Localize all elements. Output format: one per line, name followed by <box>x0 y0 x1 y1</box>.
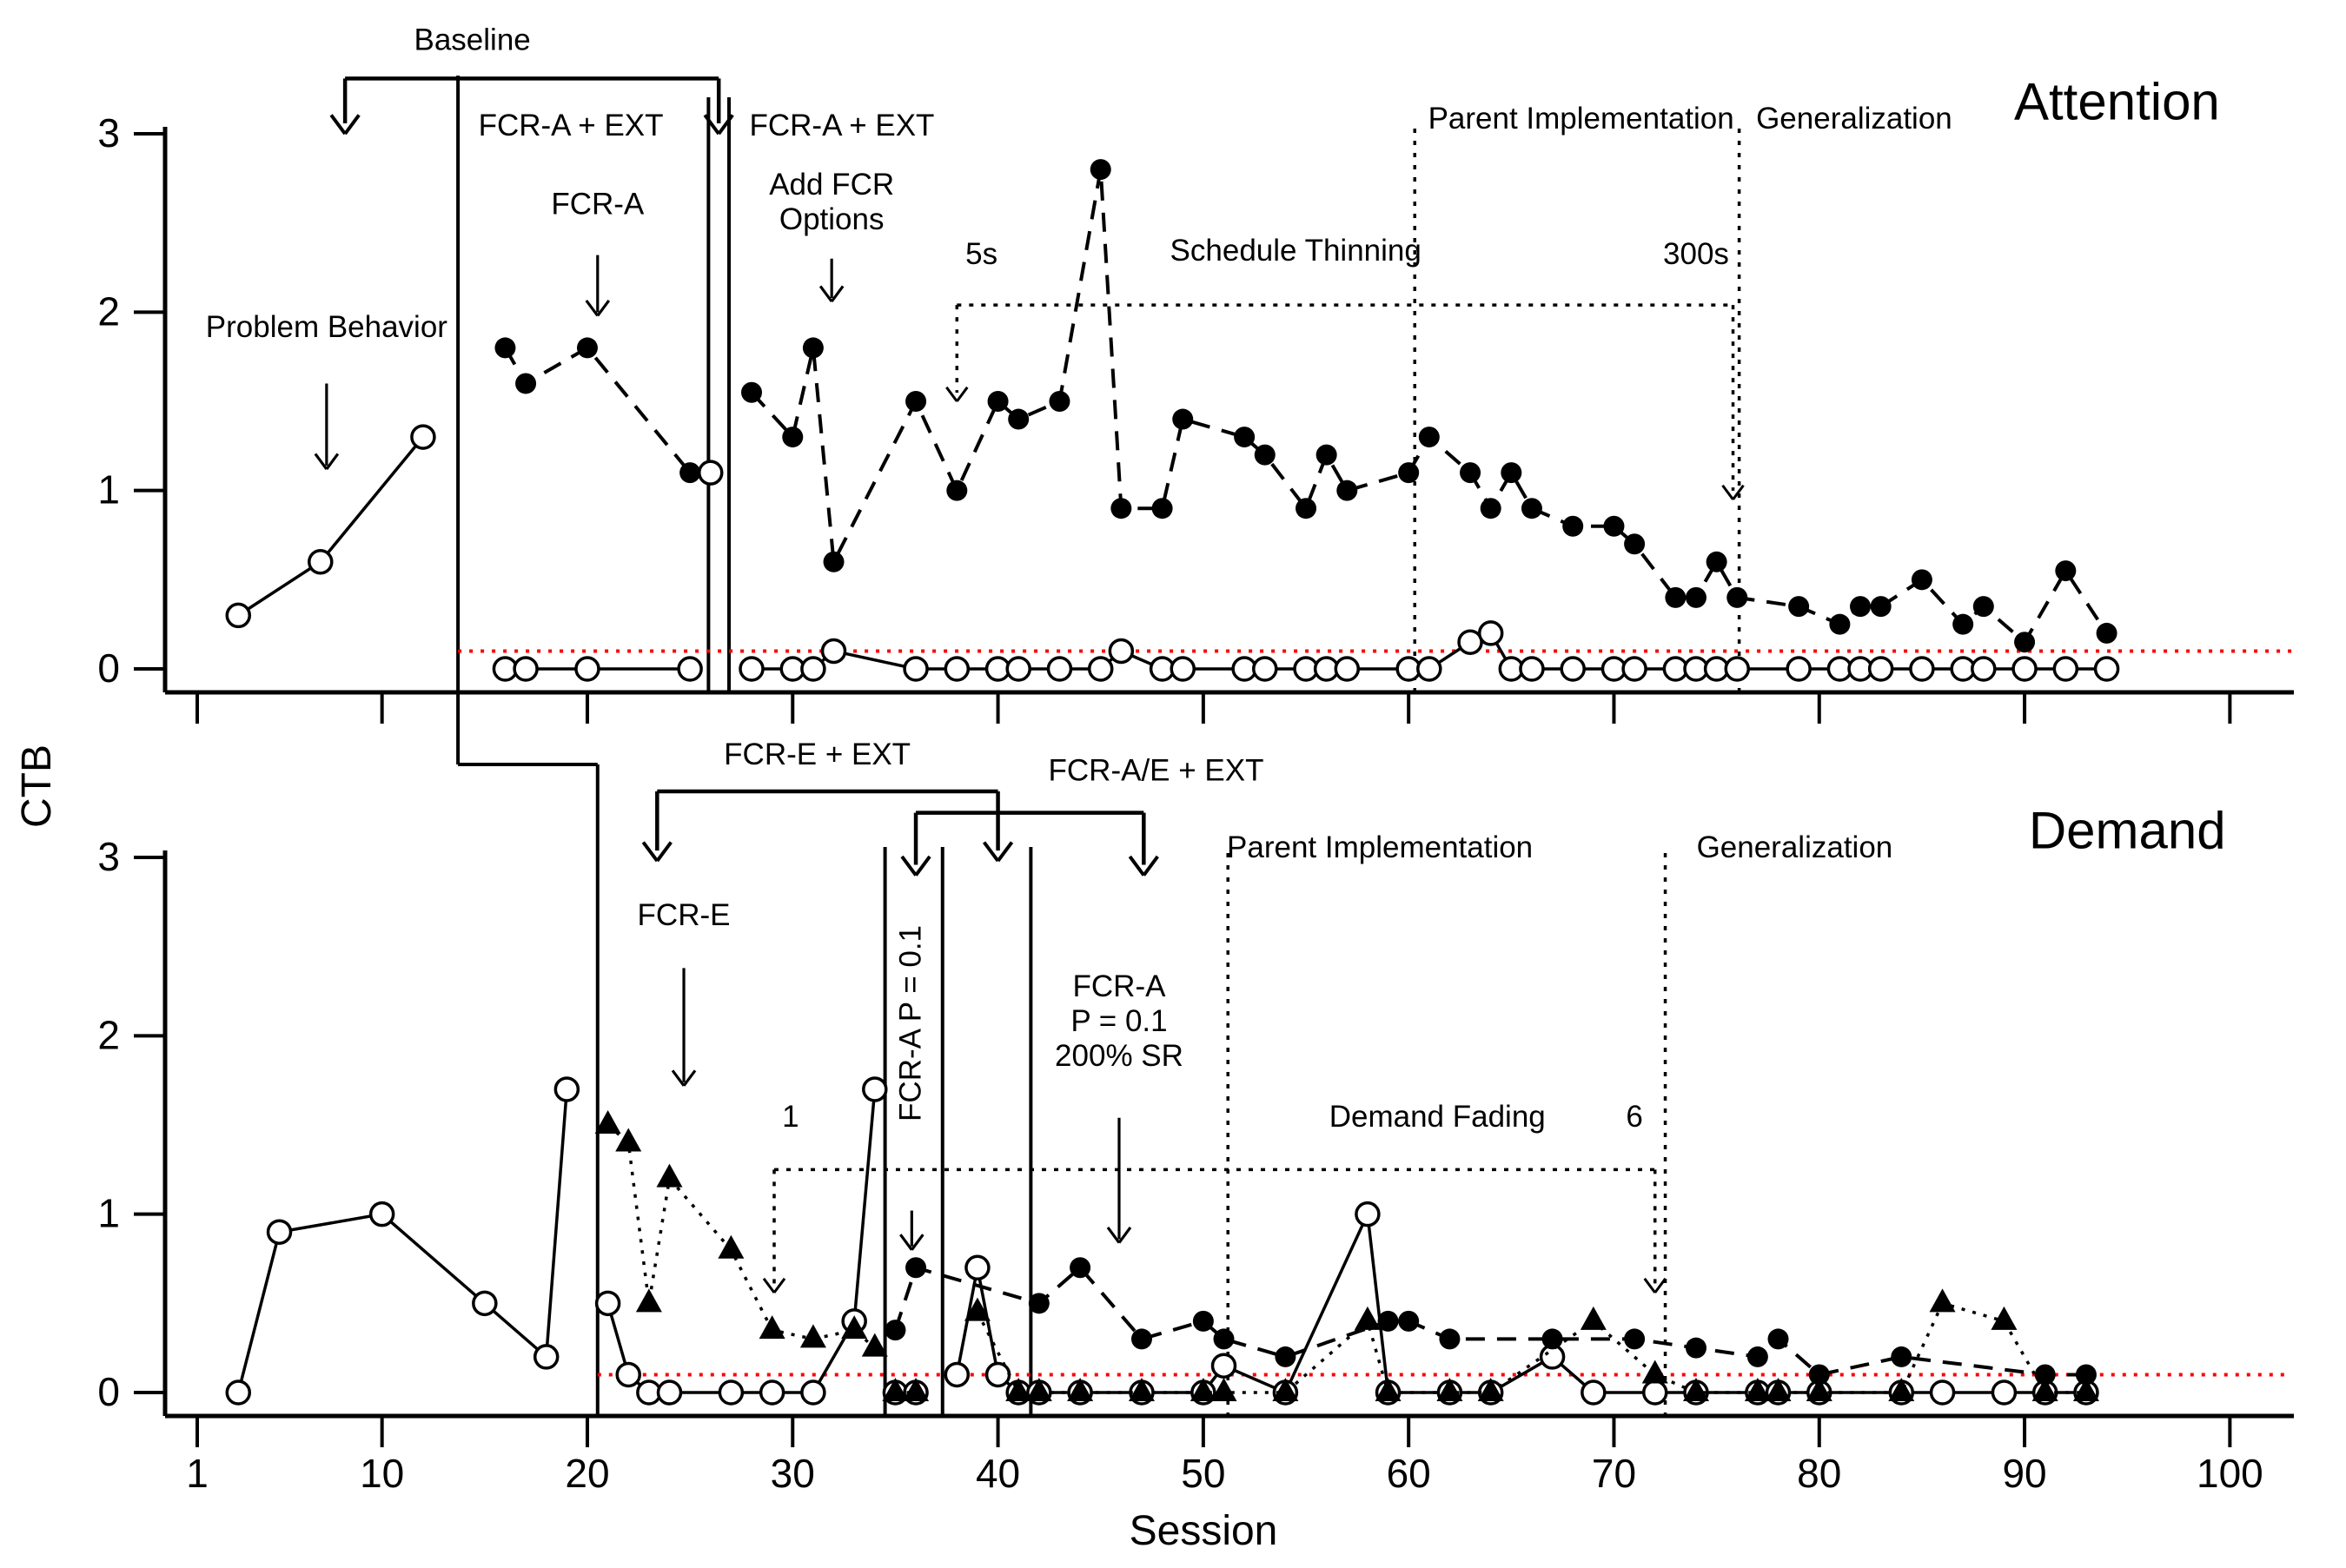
demand-fading-bracket-label: Demand Fading <box>1329 1100 1546 1135</box>
x-tick-label: 70 <box>1591 1451 1637 1496</box>
fcre-arrow-label-arrowhead <box>673 1070 684 1086</box>
x-tick-label: 20 <box>565 1451 610 1496</box>
fcr-filled-circle-marker <box>1952 614 1973 635</box>
fcr-filled-circle-marker <box>1481 498 1501 519</box>
fcr-filled-circle-marker <box>577 337 598 358</box>
fcr-a-filled-circle-marker <box>1891 1346 1912 1367</box>
problem-behavior-open-circle-marker <box>1110 639 1132 662</box>
x-tick-label: 80 <box>1797 1451 1842 1496</box>
fcr-e-filled-triangle-marker <box>656 1164 682 1188</box>
fcre-ext-bracket-label: FCR-E + EXT <box>724 738 911 772</box>
problem-behavior-open-circle-marker <box>2096 658 2118 680</box>
fcr-e-filled-triangle-marker <box>1355 1307 1381 1330</box>
fcra-arrow-label-arrowhead <box>598 301 609 316</box>
fcr-a-filled-circle-marker <box>1029 1293 1050 1313</box>
fcra-p01-200sr-label: 200% SR <box>1055 1039 1183 1074</box>
fcr-filled-circle-marker <box>1912 569 1932 590</box>
fcra-p01-label-arrowhead <box>911 1234 923 1250</box>
y-tick-label: 2 <box>97 288 120 334</box>
fcra-arrow-label: FCR-A <box>551 187 645 222</box>
problem-behavior-open-circle-marker <box>1521 658 1543 680</box>
fcr-a-filled-circle-marker <box>905 1257 926 1278</box>
schedule-thinning-bracket-label: 300s <box>1663 236 1729 271</box>
demand-fading-bracket-label: 1 <box>782 1100 799 1135</box>
problem-behavior-open-circle-marker <box>719 1381 742 1404</box>
fcr-filled-circle-marker <box>824 552 845 572</box>
fcr-filled-circle-marker <box>1706 552 1727 572</box>
fcr-a-filled-circle-marker <box>1439 1328 1460 1349</box>
parent-implementation-label: Parent Implementation <box>1227 830 1534 865</box>
fcre-ext-bracket-arrowhead <box>984 843 998 862</box>
problem-behavior-open-circle-marker <box>617 1363 640 1386</box>
problem-behavior-open-circle-marker <box>864 1078 886 1101</box>
problem-behavior-open-circle-marker <box>1972 658 1995 680</box>
fcre-ext-bracket-arrowhead <box>657 843 671 862</box>
demand-fading-bracket-label: 6 <box>1626 1100 1643 1135</box>
fcr-e-filled-triangle-marker <box>759 1315 785 1339</box>
x-tick-label: 90 <box>2002 1451 2047 1496</box>
fcr-filled-circle-marker <box>1398 462 1419 483</box>
fcr-filled-circle-line <box>752 169 2107 642</box>
fcr-a-filled-circle-marker <box>1747 1346 1768 1367</box>
fcr-a-filled-circle-marker <box>1398 1311 1419 1332</box>
fcre-arrow-label-arrowhead <box>684 1070 695 1086</box>
fcr-filled-circle-marker <box>2055 560 2076 581</box>
fcr-filled-circle-marker <box>1460 462 1481 483</box>
problem-behavior-open-circle-marker <box>1171 658 1194 680</box>
phase-label-fcra-ext-2: FCR-A + EXT <box>749 109 935 143</box>
fcr-a-filled-circle-marker <box>1624 1328 1645 1349</box>
fcr-filled-circle-marker <box>988 391 1009 412</box>
problem-behavior-open-circle-marker <box>1254 658 1276 680</box>
fcr-filled-circle-marker <box>1871 596 1892 617</box>
fcr-filled-circle-marker <box>1603 516 1624 537</box>
fcr-filled-circle-marker <box>1521 498 1542 519</box>
problem-behavior-open-circle-marker <box>371 1203 394 1226</box>
baseline-bracket-label: Baseline <box>414 23 531 57</box>
problem-behavior-open-circle-marker <box>1213 1354 1236 1377</box>
fcra-p01-200sr-label-arrowhead <box>1108 1227 1119 1243</box>
fcr-filled-circle-marker <box>1665 587 1686 608</box>
fcre-ext-bracket-arrowhead <box>998 843 1012 862</box>
fcr-a-filled-circle-marker <box>1131 1328 1152 1349</box>
panel-title-attention: Attention <box>2013 72 2220 131</box>
demand-fading-bracket-arrowhead <box>764 1279 774 1293</box>
fcr-filled-circle-marker <box>2097 623 2117 644</box>
fcr-a-filled-circle-marker <box>1768 1328 1789 1349</box>
fcre-ext-bracket-arrowhead <box>643 843 657 862</box>
fcr-filled-circle-marker <box>1829 614 1850 635</box>
problem-behavior-open-circle-marker <box>1582 1381 1605 1404</box>
problem-behavior-open-circle-marker <box>227 604 249 626</box>
problem-behavior-open-circle-marker <box>1480 622 1502 645</box>
problem-behavior-open-circle-marker <box>412 426 434 448</box>
baseline-bracket-arrowhead <box>345 115 359 134</box>
problem-behavior-label-arrowhead <box>327 453 338 469</box>
problem-behavior-open-circle-marker <box>761 1381 784 1404</box>
problem-behavior-open-circle-marker <box>514 658 537 680</box>
problem-behavior-open-circle-marker <box>1356 1203 1379 1226</box>
fcr-filled-circle-marker <box>1172 409 1193 430</box>
fcr-filled-circle-marker <box>1316 445 1337 466</box>
fcr-filled-circle-marker <box>1008 409 1029 430</box>
problem-behavior-open-circle-marker <box>474 1292 496 1314</box>
fcr-e-filled-triangle-marker <box>1642 1360 1668 1383</box>
fcrae-ext-bracket-arrowhead <box>1130 857 1143 876</box>
problem-behavior-open-circle-marker <box>2054 658 2077 680</box>
problem-behavior-label-arrowhead <box>315 453 327 469</box>
x-tick-label: 40 <box>975 1451 1021 1496</box>
fcr-filled-circle-marker <box>1152 498 1173 519</box>
demand-fading-bracket-arrowhead <box>1655 1279 1666 1293</box>
generalization-label: Generalization <box>1696 830 1893 865</box>
fcr-filled-circle-marker <box>2014 632 2035 652</box>
panel-title-demand: Demand <box>2028 801 2226 860</box>
problem-behavior-open-circle-marker <box>535 1346 558 1368</box>
x-tick-label: 50 <box>1181 1451 1226 1496</box>
x-tick-label: 10 <box>360 1451 405 1496</box>
problem-behavior-open-circle-marker <box>597 1292 620 1314</box>
problem-behavior-open-circle-marker <box>1335 658 1358 680</box>
fcr-filled-circle-marker <box>494 337 515 358</box>
add-fcr-options-label-arrowhead <box>832 286 843 301</box>
problem-behavior-open-circle-marker <box>1870 658 1892 680</box>
problem-behavior-open-circle-marker <box>658 1381 680 1404</box>
fcra-p01-200sr-label: FCR-A <box>1072 969 1166 1004</box>
fcr-filled-circle-line <box>505 347 690 473</box>
add-fcr-options-label: Add FCR <box>769 167 895 202</box>
fcr-a-filled-circle-marker <box>1193 1311 1214 1332</box>
fcr-filled-circle-marker <box>1973 596 1994 617</box>
fcra-arrow-label-arrowhead <box>586 301 598 316</box>
fcr-filled-circle-marker <box>782 427 803 447</box>
problem-behavior-open-circle-marker <box>823 639 845 662</box>
fcr-filled-circle-marker <box>1336 480 1357 501</box>
problem-behavior-open-circle-marker <box>987 1363 1010 1386</box>
y-tick-label: 3 <box>97 110 120 156</box>
x-tick-label: 30 <box>770 1451 815 1496</box>
add-fcr-options-label: Options <box>779 202 885 236</box>
y-tick-label: 1 <box>97 466 120 513</box>
y-tick-label: 2 <box>97 1012 120 1058</box>
fcr-a-filled-circle-marker <box>1378 1311 1399 1332</box>
fcr-filled-circle-marker <box>1788 596 1809 617</box>
fcr-filled-circle-marker <box>1850 596 1871 617</box>
problem-behavior-open-circle-marker <box>1007 658 1030 680</box>
problem-behavior-open-circle-line <box>608 1089 875 1393</box>
schedule-thinning-bracket-label: Schedule Thinning <box>1170 233 1422 268</box>
fcra-p01-200sr-label: P = 0.1 <box>1070 1004 1168 1039</box>
fcr-filled-circle-marker <box>905 391 926 412</box>
problem-behavior-open-circle-marker <box>227 1381 249 1404</box>
fcr-a-filled-circle-marker <box>1070 1257 1090 1278</box>
generalization-label: Generalization <box>1756 101 1952 136</box>
fcr-filled-circle-marker <box>679 462 700 483</box>
fcr-a-filled-circle-marker <box>885 1320 905 1340</box>
fcr-filled-circle-marker <box>1562 516 1583 537</box>
fcr-a-filled-circle-marker <box>1275 1346 1296 1367</box>
demand-fading-bracket-arrowhead <box>1645 1279 1655 1293</box>
schedule-thinning-bracket-arrowhead <box>957 387 967 401</box>
problem-behavior-open-circle-marker <box>802 658 825 680</box>
fcr-filled-circle-marker <box>1255 445 1276 466</box>
demand-fading-bracket-arrowhead <box>774 1279 785 1293</box>
problem-behavior-open-circle-marker <box>1726 658 1748 680</box>
problem-behavior-open-circle-marker <box>2013 658 2036 680</box>
problem-behavior-label: Problem Behavior <box>205 310 447 345</box>
problem-behavior-open-circle-marker <box>945 658 968 680</box>
problem-behavior-open-circle-marker <box>802 1381 825 1404</box>
x-axis-title: Session <box>1129 1508 1278 1554</box>
problem-behavior-open-circle-marker <box>268 1221 291 1243</box>
problem-behavior-open-circle-marker <box>740 658 763 680</box>
fcr-filled-circle-marker <box>1090 159 1111 180</box>
problem-behavior-open-circle-marker <box>679 658 701 680</box>
x-tick-label: 100 <box>2196 1451 2263 1496</box>
fcr-filled-circle-marker <box>1686 587 1706 608</box>
phase-label-fcra-ext-1: FCR-A + EXT <box>478 109 664 143</box>
add-fcr-options-label-arrowhead <box>820 286 832 301</box>
fcr-e-filled-triangle-marker <box>1930 1288 1956 1312</box>
problem-behavior-open-circle-marker <box>905 658 927 680</box>
y-tick-label: 0 <box>97 1369 120 1414</box>
fcr-e-filled-triangle-line <box>608 1125 875 1348</box>
fcr-filled-circle-marker <box>1296 498 1316 519</box>
fcr-e-filled-triangle-marker <box>1581 1307 1607 1330</box>
problem-behavior-open-circle-marker <box>1992 1381 2015 1404</box>
problem-behavior-open-circle-marker <box>1932 1381 1954 1404</box>
fcr-filled-circle-marker <box>515 373 536 394</box>
problem-behavior-open-circle-marker <box>1911 658 1933 680</box>
fcra-p01-label-arrowhead <box>900 1234 911 1250</box>
fcrae-ext-bracket-arrowhead <box>916 857 930 876</box>
schedule-thinning-bracket-arrowhead <box>1723 486 1733 500</box>
fcrae-ext-bracket-arrowhead <box>902 857 916 876</box>
fcr-filled-circle-marker <box>803 337 824 358</box>
y-axis-title: CTB <box>14 744 60 828</box>
fcre-arrow-label: FCR-E <box>637 898 731 933</box>
baseline-bracket-arrowhead <box>331 115 345 134</box>
fcr-a-filled-circle-marker <box>1214 1328 1235 1349</box>
problem-behavior-open-circle-marker <box>1623 658 1646 680</box>
schedule-thinning-bracket-arrowhead <box>946 387 957 401</box>
fcr-filled-circle-marker <box>741 382 762 403</box>
parent-implementation-label: Parent Implementation <box>1428 101 1734 136</box>
problem-behavior-open-circle-marker <box>576 658 599 680</box>
problem-behavior-open-circle-marker <box>1048 658 1070 680</box>
x-tick-label: 60 <box>1386 1451 1431 1496</box>
fcr-a-filled-circle-marker <box>1542 1328 1563 1349</box>
fcrae-ext-bracket-arrowhead <box>1143 857 1157 876</box>
schedule-thinning-bracket-label: 5s <box>965 236 998 271</box>
y-tick-label: 3 <box>97 834 120 880</box>
problem-behavior-open-circle-line <box>1039 1214 2086 1393</box>
fcrae-ext-bracket-label: FCR-A/E + EXT <box>1048 753 1264 788</box>
problem-behavior-open-circle-marker <box>966 1256 989 1279</box>
fcr-a-filled-circle-marker <box>1686 1338 1706 1359</box>
fcr-filled-circle-marker <box>946 480 967 501</box>
fcr-filled-circle-marker <box>1049 391 1070 412</box>
fcr-filled-circle-marker <box>1110 498 1131 519</box>
y-tick-label: 1 <box>97 1190 120 1236</box>
problem-behavior-open-circle-marker <box>945 1363 968 1386</box>
problem-behavior-open-circle-marker <box>1787 658 1810 680</box>
fcr-filled-circle-marker <box>1419 427 1440 447</box>
fcr-filled-circle-marker <box>1624 533 1645 554</box>
problem-behavior-open-circle-marker <box>1644 1381 1667 1404</box>
fcr-filled-circle-marker <box>1234 427 1255 447</box>
fcra-p01-200sr-label-arrowhead <box>1119 1227 1130 1243</box>
fcr-filled-circle-marker <box>1501 462 1521 483</box>
problem-behavior-open-circle-marker <box>1418 658 1441 680</box>
problem-behavior-open-circle-marker <box>1090 658 1112 680</box>
fcr-e-filled-triangle-marker <box>636 1288 662 1312</box>
fcra-p01-label: FCR-A P = 0.1 <box>893 924 928 1121</box>
problem-behavior-open-circle-marker <box>1561 658 1584 680</box>
fcr-filled-circle-marker <box>1726 587 1747 608</box>
problem-behavior-open-circle-marker <box>309 551 332 573</box>
x-tick-label: 1 <box>186 1451 209 1496</box>
y-tick-label: 0 <box>97 645 120 691</box>
problem-behavior-open-circle-marker <box>699 461 722 484</box>
problem-behavior-open-circle-marker <box>555 1078 578 1101</box>
